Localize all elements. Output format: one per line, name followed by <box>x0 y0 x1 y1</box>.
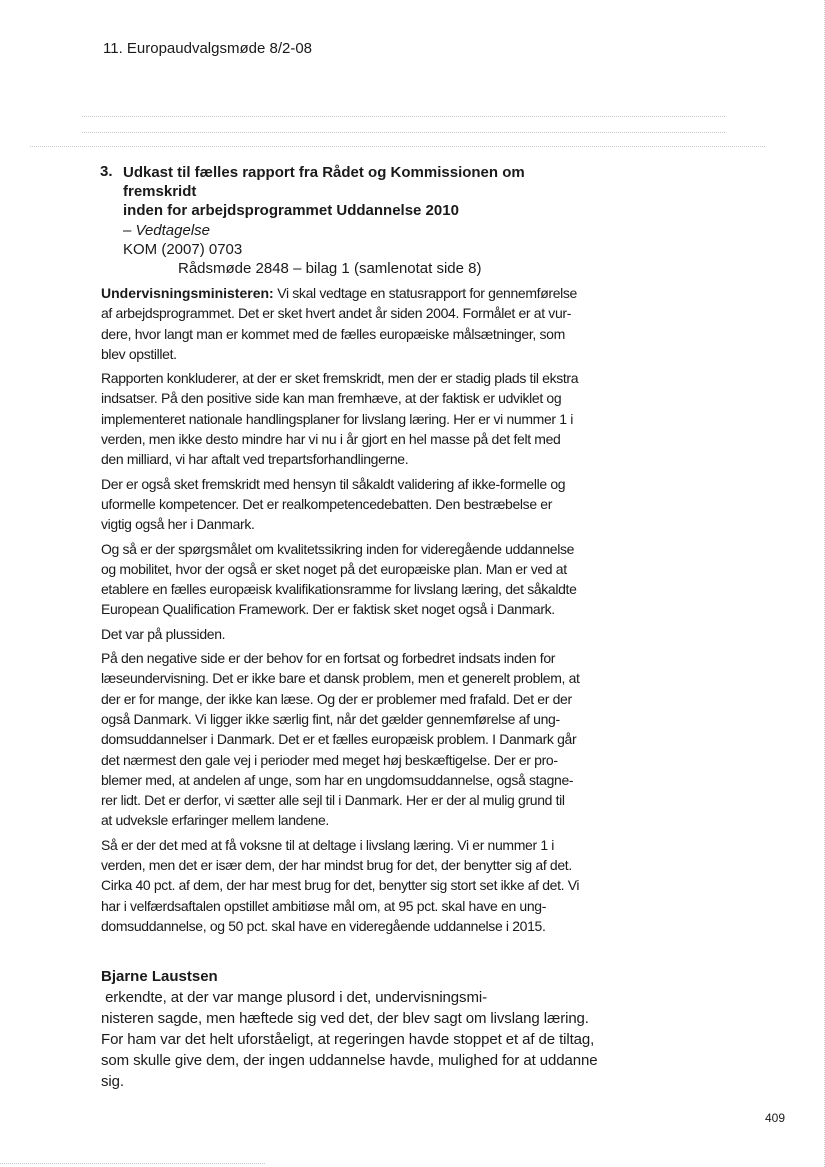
text-line: det nærmest den gale vej i perioder med meget høj beskæftigelse. Der er pro- <box>101 751 558 768</box>
text-line: at udveksle erfaringer mellem landene. <box>101 812 329 829</box>
text-line: European Qualification Framework. Der er faktisk sket noget også i Danmark. <box>101 601 555 618</box>
paragraph <box>101 368 581 469</box>
meeting-header: 11. Europaudvalgsmøde 8/2-08 <box>103 40 313 57</box>
text-line: dere, hvor langt man er kommet med de fælles europæiske målsætninger, som <box>101 325 565 342</box>
text-line: domsuddannelser i Danmark. Det er et fælles europæisk problem. I Danmark går <box>101 731 577 748</box>
page-number: 409 <box>765 1111 786 1125</box>
speaker-name: Undervisningsministeren: <box>101 285 274 301</box>
text-line: læseundervisning. Det er ikke bare et dansk problem, men et generelt problem, at <box>101 670 580 687</box>
text-line: blemer med, at andelen af unge, som har en ungdomsuddannelse, også stagne- <box>101 771 574 788</box>
agenda-status: – Vedtagelse <box>123 222 211 239</box>
text-line: Det var på plussiden. <box>101 625 226 642</box>
text-line: der er for mange, der ikke kan læse. Og der er problemer med frafald. Det er der <box>101 690 572 707</box>
agenda-title-line: inden for arbejdsprogrammet Uddannelse 2010 <box>123 202 459 219</box>
text-line: Cirka 40 pct. af dem, der har mest brug for det, benytter sig stort set ikke af det. Vi <box>101 877 580 894</box>
text-line: indsatser. På den positive side kan man fremhæve, at der faktisk er udviklet og <box>101 390 562 407</box>
text-line: vigtig også her i Danmark. <box>101 516 255 533</box>
speaker-name: Bjarne Laustsen <box>101 968 218 986</box>
text-line: domsuddannelse, og 50 pct. skal have en videregående uddannelse i 2015. <box>101 917 546 934</box>
text-line: Der er også sket fremskridt med hensyn til såkaldt validering af ikke-formelle og <box>101 475 566 492</box>
paragraph <box>101 966 598 1092</box>
text-line: For ham var det helt uforståeligt, at regeringen havde stoppet et af de tiltag, <box>101 1031 595 1049</box>
paragraph <box>101 283 581 364</box>
paragraph <box>101 624 581 644</box>
text-line: På den negative side er der behov for en fortsat og forbedret indsats inden for <box>101 650 556 667</box>
agenda-item <box>100 163 600 278</box>
paragraph <box>101 539 581 620</box>
text-line: blev opstillet. <box>101 345 177 362</box>
bottom-divider <box>0 1163 265 1164</box>
kom-reference: KOM (2007) 0703 <box>123 241 243 258</box>
agenda-number: 3. <box>100 163 113 180</box>
paragraph <box>101 474 581 535</box>
separator-line <box>82 132 725 133</box>
minutes-body <box>101 283 598 1096</box>
text-line: nisteren sagde, men hæftede sig ved det, der blev sagt om livslang læring. <box>101 1010 589 1028</box>
text-line: sig. <box>101 1073 124 1091</box>
agenda-title-line: Udkast til fælles rapport fra Rådet og Kommissionen om fremskridt <box>123 164 525 200</box>
text-line: har i velfærdsaftalen opstillet ambitiøse mål om, at 95 pct. skal have en ung- <box>101 897 547 914</box>
text-line: uformelle kompetencer. Det er realkompetencedebatten. Den bestræbelse er <box>101 495 553 512</box>
separator-line <box>82 116 725 117</box>
text-line: implementeret nationale handlingsplaner for livslang læring. Her er vi nummer 1 i <box>101 410 574 427</box>
paragraph <box>101 648 581 831</box>
text-line: Og så er der spørgsmålet om kvalitetssikring inden for videregående uddannelse <box>101 540 575 557</box>
text-line: som skulle give dem, der ingen uddannelse havde, mulighed for at uddanne <box>101 1052 598 1070</box>
text-line: og mobilitet, hvor der også er sket noget på det europæiske plan. Man er ved at <box>101 560 567 577</box>
separator-line <box>30 146 765 147</box>
text-line: rer lidt. Det er derfor, vi sætter alle sejl til i Danmark. Her er der al mulig grund til <box>101 792 565 809</box>
text-line: Så er der det med at få voksne til at deltage i livslang læring. Vi er nummer 1 i <box>101 836 555 853</box>
council-reference: Rådsmøde 2848 – bilag 1 (samlenotat side 8) <box>178 260 482 277</box>
text-line: også Danmark. Vi ligger ikke særlig fint, når det gælder gennemførelse af ung- <box>101 710 560 727</box>
text-line: Vi skal vedtage en statusrapport for gennemførelse <box>273 285 577 301</box>
text-line: erkendte, at der var mange plusord i det, undervisningsmi- <box>101 989 487 1007</box>
text-line: verden, men ikke desto mindre har vi nu i år gjort en hel masse på det felt med <box>101 431 561 448</box>
text-line: Rapporten konkluderer, at der er sket fremskridt, men der er stadig plads til ekstra <box>101 370 579 387</box>
text-line: etablere en fælles europæisk kvalifikationsramme for livslang læring, det såkaldte <box>101 581 577 598</box>
text-line: verden, men det er især dem, der har mindst brug for det, der benytter sig af det. <box>101 857 572 874</box>
text-line: af arbejdsprogrammet. Det er sket hvert andet år siden 2004. Formålet er at vur- <box>101 305 572 322</box>
paragraph <box>101 835 581 936</box>
text-line: den milliard, vi har aftalt ved trepartsforhandlingerne. <box>101 451 409 468</box>
